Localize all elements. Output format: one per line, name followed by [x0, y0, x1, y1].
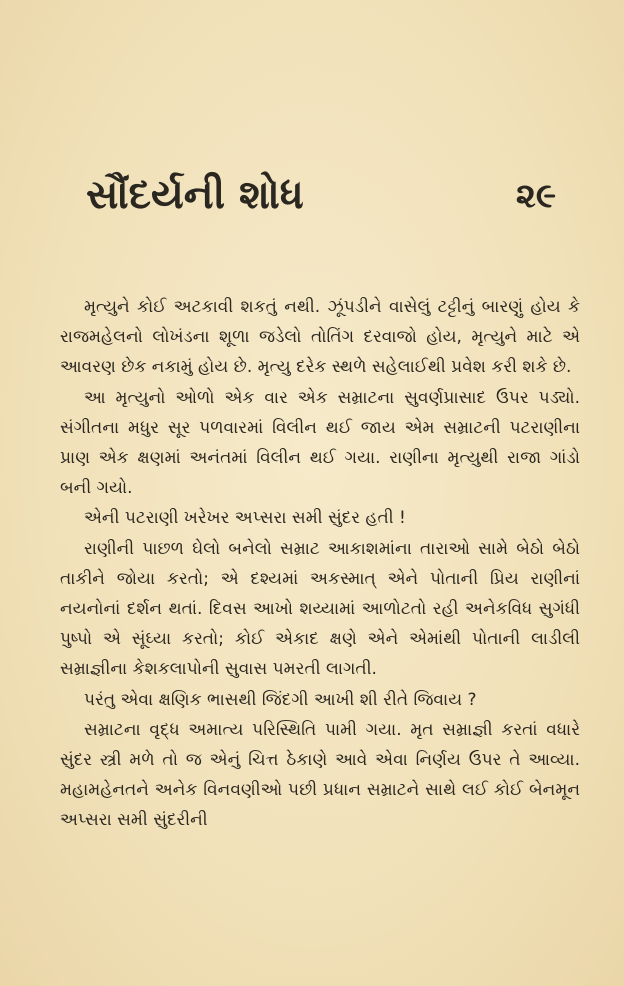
- chapter-body: [60, 292, 580, 836]
- chapter-heading: [86, 172, 556, 242]
- paragraph: પરંતુ એવા ક્ષણિક ભાસથી જિંદગી આખી શી રીતે જિવાય ?: [84, 689, 477, 710]
- bleed-through-text: [30, 30, 590, 96]
- paragraph: આ મૃત્યુનો ઓળો એક વાર એક સમ્રાટના સુવર્ણપ્રાસાદ ઉપર પડ્યો. સંગીતના મધુર સૂર પળવારમાં વિલીન થઈ જાય એમ સમ્રાટની પટરાણીના પ્રાણ એક ક્ષણમાં અનંતમાં વિલીન થઈ ગયા. રાણીના મૃત્યુથી રાજા ગાંડો બની ગયો.: [60, 387, 580, 499]
- paragraph: રાણીની પાછળ ઘેલો બનેલો સમ્રાટ આકાશમાંના તારાઓ સામે બેઠો બેઠો તાકીને જોયા કરતો; એ દશ્યમાં અકસ્માત્ એને પોતાની પ્રિય રાણીનાં નયનોનાં દર્શન થતાં. દિવસ આખો શય્યામાં આળોટતો રહી અનેકવિધ સુગંધી પુષ્પો એ સૂંઘ્યા કરતો; કોઈ એકાદ ક્ષણે એને એમાંથી પોતાની લાડીલી સમ્રાજ્ઞીના કેશકલાપોની સુવાસ પમરતી લાગતી.: [60, 538, 580, 680]
- chapter-title: સૌંદર્યની શોધ: [86, 172, 304, 218]
- paragraph: મૃત્યુને કોઈ અટકાવી શકતું નથી. ઝૂંપડીને વાસેલું ટટ્ટીનું બારણું હોય કે રાજમહેલનો લોખંડના શૂળા જડેલો તોતિંગ દરવાજો હોય, મૃત્યુને માટે એ આવરણ છેક નકામું હોય છે. મૃત્યુ દરેક સ્થળે સહેલાઈથી પ્રવેશ કરી શકે છે.: [60, 297, 580, 378]
- paragraph: એની પટરાણી ખરેખર અપ્સરા સમી સુંદર હતી !: [84, 508, 406, 529]
- paragraph: સમ્રાટના વૃદ્ધ અમાત્ય પરિસ્થિતિ પામી ગયા. મૃત સમ્રાજ્ઞી કરતાં વધારે સુંદર સ્ત્રી મળે તો જ એનું ચિત્ત ઠેકાણે આવે એવા નિર્ણય ઉપર તે આવ્યા. મહામહેનતને અનેક વિનવણીઓ પછી પ્રધાન સમ્રાટને સાથે લઈ કોઈ બેનમૂન અપ્સરા સમી સુંદરીની: [60, 719, 580, 831]
- chapter-number: ૨૯: [515, 176, 556, 216]
